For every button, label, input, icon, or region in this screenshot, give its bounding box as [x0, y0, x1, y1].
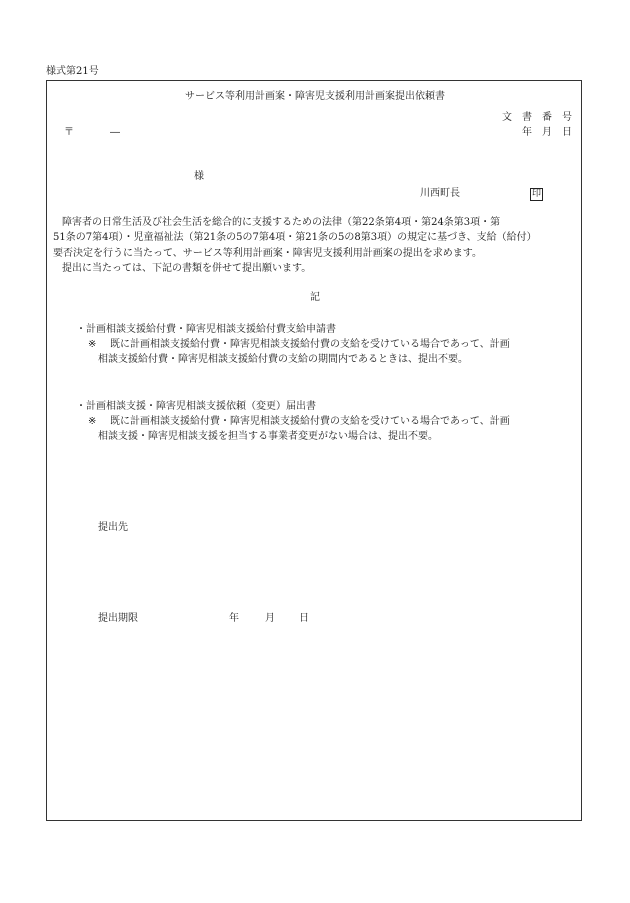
item-2-title: ・計画相談支援・障害児相談支援依頼（変更）届出書	[76, 401, 316, 412]
sender-name: 川西町長	[420, 188, 460, 199]
body-line-1: 障害者の日常生活及び社会生活を総合的に支援するための法律（第22条第4項・第24条第3項・第	[62, 217, 501, 228]
postal-mark: 〒	[64, 127, 74, 138]
form-number: 様式第21号	[46, 66, 99, 77]
body-line-3: 要否決定を行うに当たって、サービス等利用計画案・障害児支援利用計画案の提出を求めます。	[53, 248, 482, 259]
item-1-note-line-1: 既に計画相談支援給付費・障害児相談支援給付費の支給を受けている場合であって、計画	[110, 339, 510, 350]
deadline-day: 日	[299, 613, 309, 624]
item-2-note-mark: ※	[88, 416, 97, 427]
postal-dash: ―	[110, 127, 120, 138]
seal-mark: 印	[531, 189, 541, 199]
deadline-month: 月	[265, 613, 275, 624]
body-line-2: 51条の7第4項）・児童福祉法（第21条の5の7第4項・第21条の5の8第3項）の規定に基づき、支給（給付）	[53, 232, 537, 243]
date-label: 年 月 日	[522, 127, 572, 138]
document-number-label: 文 書 番 号	[502, 112, 572, 123]
document-title: サービス等利用計画案・障害児支援利用計画案提出依頼書	[185, 91, 445, 102]
deadline-label: 提出期限	[98, 613, 138, 624]
addressee-suffix: 様	[194, 171, 204, 182]
item-2-note-line-1: 既に計画相談支援給付費・障害児相談支援給付費の支給を受けている場合であって、計画	[110, 416, 510, 427]
submit-to-label: 提出先	[98, 522, 128, 533]
ki-heading: 記	[310, 292, 320, 303]
item-2-note-line-2: 相談支援・障害児相談支援を担当する事業者変更がない場合は、提出不要。	[98, 431, 438, 442]
item-1-note-line-2: 相談支援給付費・障害児相談支援給付費の支給の期間内であるときは、提出不要。	[98, 354, 468, 365]
deadline-year: 年	[229, 613, 239, 624]
form-frame	[46, 80, 582, 821]
item-1-note-mark: ※	[88, 339, 97, 350]
item-1-title: ・計画相談支援給付費・障害児相談支援給付費支給申請書	[76, 324, 336, 335]
body-line-4: 提出に当たっては、下記の書類を併せて提出願います。	[62, 263, 312, 274]
